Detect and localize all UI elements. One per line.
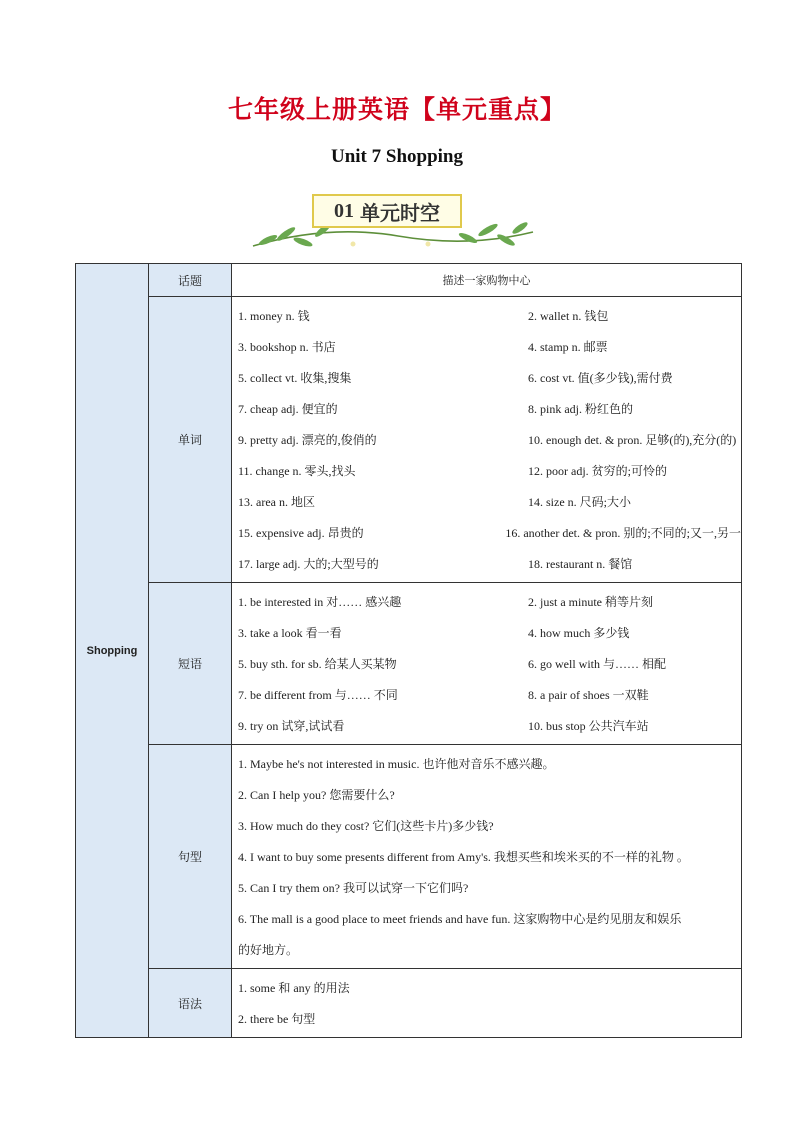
- vocab-item: 18. restaurant n. 餐馆: [528, 557, 633, 571]
- unit-title: Unit 7 Shopping: [330, 146, 463, 167]
- topic-cell: Shopping: [76, 264, 149, 1038]
- section-label: 单元时空: [360, 200, 440, 225]
- grammar-item: 1. some 和 any 的用法: [238, 981, 350, 995]
- phrases-content: [232, 583, 742, 745]
- vocab-line: [232, 548, 741, 579]
- section-number: 01: [334, 199, 354, 222]
- phrase-line: [232, 710, 741, 741]
- phrase-item: 6. go well with 与…… 相配: [528, 657, 666, 671]
- sentence-continuation: 的好地方。: [238, 943, 299, 957]
- vocab-line: [232, 300, 741, 331]
- vocab-item: 13. area n. 地区: [238, 495, 315, 509]
- sentence-item: 1. Maybe he's not interested in music. 也许他对音乐不感兴趣。: [238, 757, 555, 771]
- vocab-label: 单词: [149, 297, 232, 583]
- vocab-item: 6. cost vt. 值(多少钱),需付费: [528, 371, 673, 385]
- phrase-line: [232, 586, 741, 617]
- vocab-item: 2. wallet n. 钱包: [528, 309, 609, 323]
- vocab-item: 1. money n. 钱: [238, 309, 310, 323]
- phrase-item: 1. be interested in 对…… 感兴趣: [238, 595, 402, 609]
- unit-summary-table: [75, 263, 742, 1038]
- topic-value: 描述一家购物中心: [232, 264, 742, 297]
- vocab-item: 16. another det. & pron. 别的;不同的;又一,另一: [505, 526, 741, 540]
- phrase-line: [232, 617, 741, 648]
- topic-label: 话题: [149, 264, 232, 297]
- vocab-line: [232, 424, 741, 455]
- vocab-item: 11. change n. 零头,找头: [238, 464, 356, 478]
- phrase-item: 4. how much 多少钱: [528, 626, 630, 640]
- vocab-line: [232, 393, 741, 424]
- vocab-line: [232, 455, 741, 486]
- grammar-content: [232, 969, 742, 1038]
- sentence-item: 3. How much do they cost? 它们(这些卡片)多少钱?: [238, 819, 494, 833]
- phrase-item: 8. a pair of shoes 一双鞋: [528, 688, 649, 702]
- vocab-row: [76, 297, 742, 583]
- phrases-label: 短语: [149, 583, 232, 745]
- vocab-line: [232, 486, 741, 517]
- vocab-item: 14. size n. 尺码;大小: [528, 495, 631, 509]
- phrase-line: [232, 679, 741, 710]
- sentences-row: [76, 745, 742, 969]
- phrase-item: 9. try on 试穿,试试看: [238, 719, 345, 733]
- grammar-label: 语法: [149, 969, 232, 1038]
- phrase-item: 10. bus stop 公共汽车站: [528, 719, 649, 733]
- sentence-item: 6. The mall is a good place to meet friends and have fun. 这家购物中心是约见朋友和娱乐: [238, 912, 682, 926]
- phrase-item: 7. be different from 与…… 不同: [238, 688, 398, 702]
- sentences-content: [232, 745, 742, 969]
- phrase-item: 2. just a minute 稍等片刻: [528, 595, 653, 609]
- vocab-item: 12. poor adj. 贫穷的;可怜的: [528, 464, 667, 478]
- phrases-row: [76, 583, 742, 745]
- vocab-item: 8. pink adj. 粉红色的: [528, 402, 633, 416]
- vocab-item: 5. collect vt. 收集,搜集: [238, 371, 352, 385]
- vocab-line: [232, 517, 741, 548]
- vocab-item: 4. stamp n. 邮票: [528, 340, 608, 354]
- phrase-item: 3. take a look 看一看: [238, 626, 342, 640]
- vocab-item: 10. enough det. & pron. 足够(的),充分(的): [528, 433, 737, 447]
- topic-row: [76, 264, 742, 297]
- sentence-item: 4. I want to buy some presents different from Amy's. 我想买些和埃米买的不一样的礼物 。: [238, 850, 689, 864]
- vocab-item: 9. pretty adj. 漂亮的,俊俏的: [238, 433, 377, 447]
- vocab-item: 3. bookshop n. 书店: [238, 340, 336, 354]
- vocab-item: 17. large adj. 大的;大型号的: [238, 557, 379, 571]
- page-title: 七年级上册英语【单元重点】: [227, 95, 566, 124]
- section-badge: [248, 190, 538, 260]
- section-badge-box: [312, 194, 462, 228]
- grammar-row: [76, 969, 742, 1038]
- vocab-line: [232, 331, 741, 362]
- vocab-line: [232, 362, 741, 393]
- vocab-item: 7. cheap adj. 便宜的: [238, 402, 338, 416]
- sentence-item: 5. Can I try them on? 我可以试穿一下它们吗?: [238, 881, 469, 895]
- vocab-item: 15. expensive adj. 昂贵的: [238, 526, 364, 540]
- vocab-content: [232, 297, 742, 583]
- phrase-line: [232, 648, 741, 679]
- sentences-label: 句型: [149, 745, 232, 969]
- sentence-item: 2. Can I help you? 您需要什么?: [238, 788, 395, 802]
- phrase-item: 5. buy sth. for sb. 给某人买某物: [238, 657, 397, 671]
- grammar-item: 2. there be 句型: [238, 1012, 316, 1026]
